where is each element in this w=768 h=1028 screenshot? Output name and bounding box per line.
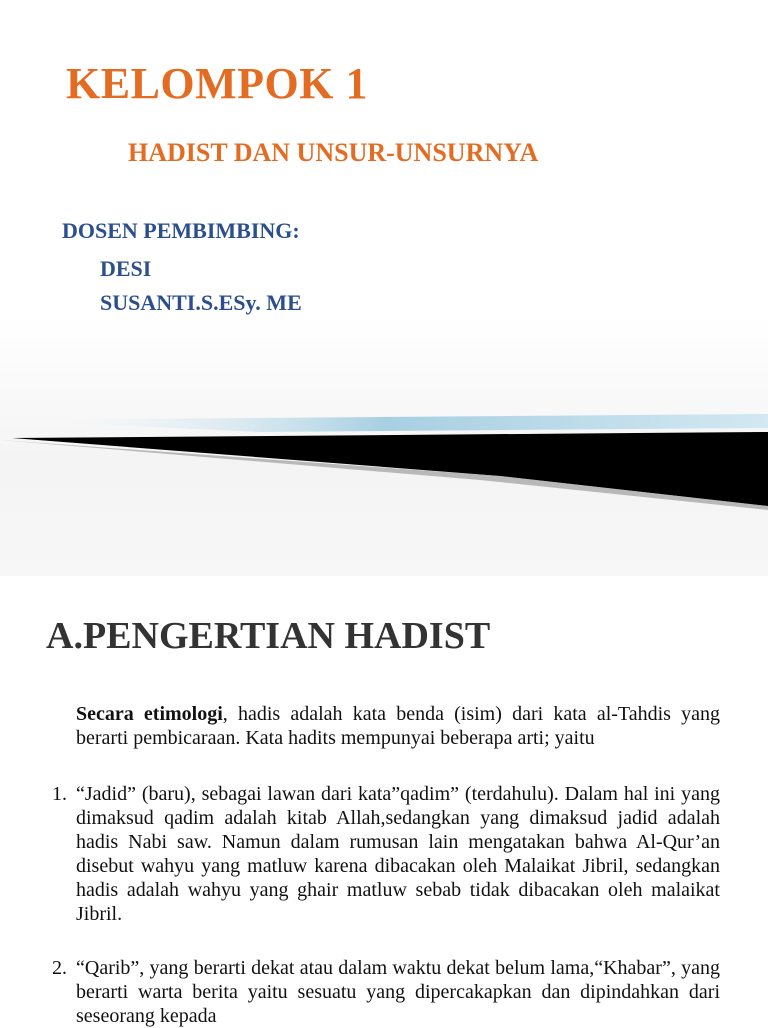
intro-paragraph (76, 702, 720, 750)
dosen-name-first: DESI (100, 256, 152, 281)
dosen-name-second: SUSANTI.S.ESy. ME (100, 290, 302, 315)
content-slide (0, 576, 768, 1027)
list-item-number: 2. (52, 957, 67, 979)
dosen-label: DOSEN PEMBIMBING: (62, 218, 300, 243)
list-item-number: 1. (52, 783, 67, 805)
slide-title: KELOMPOK 1 (66, 59, 368, 108)
list-item-text: “Jadid” (baru), sebagai lawan dari kata”qadim” (terdahulu). Dalam hal ini yang dimaksud qadim adalah kitab Allah,sedangkan yang dimaksud jadid adalah hadis Nabi saw. Namun dalam rumusan lain mengatakan bahwa Al-Qur’an disebut wahyu yang matluw karena dibacakan oleh Malaikat Jibril, sedangkan hadis adalah wahyu yang ghair matluw sebab tidak dibacakan oleh malaikat Jibril. (76, 783, 720, 925)
intro-bold-term: Secara etimologi (76, 703, 223, 725)
list-item-text: “Qarib”, yang berarti dekat atau dalam waktu dekat belum lama,“Khabar”, yang berarti warta berita yaitu sesuatu yang dipercakapkan dan dipindahkan dari seseorang kepada (76, 957, 720, 1027)
intro-text: , hadis adalah kata benda (isim) dari kata al-Tahdis yang berarti pembicaraan. Kata hadits mempunyai beberapa arti; yaitu (76, 703, 720, 749)
slide-subtitle: HADIST DAN UNSUR-UNSURNYA (128, 138, 539, 167)
section-heading: A.PENGERTIAN HADIST (46, 615, 491, 657)
light-blue-stripe (0, 414, 768, 432)
